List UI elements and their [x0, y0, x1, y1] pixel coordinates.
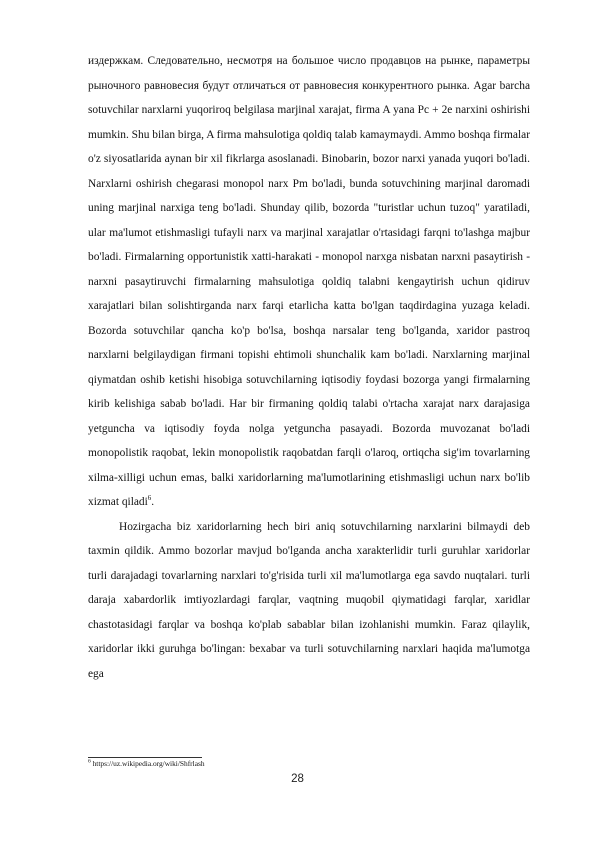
footnote-link[interactable]: https://uz.wikipedia.org/wiki/Shfrlash [90, 759, 205, 768]
page-body [88, 49, 530, 686]
page-number: 28 [291, 773, 304, 785]
paragraph-text: издержкам. Следовательно, несмотря на большое число продавцов на рынке, параметры рыночного равновесия будут отличаться от равновесия конкурентного рынка. Agar barcha sotuvchilar narxlarni yuqoriroq belgilasa marjinal xarajat, firma A yana Pc + 2e narxini oshirishi mumkin. Shu bilan birga, A firma mahsulotiga qoldiq talab kamaymaydi. Ammo boshqa firmalar o'z siyosatlarida aynan bir xil fikrlarga asoslanadi. Binobarin, bozor narxi yanada yuqori bo'ladi. Narxlarni oshirish chegarasi monopol narx Pm bo'ladi, bunda sotuvchining marjinal daromadi uning marjinal narxiga teng bo'ladi. Shunday qilib, bozorda "turistlar uchun tuzoq" yaratiladi, ular ma'lumot etishmasligi tufayli narx va marjinal xarajatlar o'rtasidagi farqni to'lashga majbur bo'ladi. Firmalarning opportunistik xatti-harakati - monopol narxga nisbatan narxni pasaytirish - narxni pasaytiruvchi firmalarning mahsulotiga qoldiq talabni kengaytirish uchun qidiruv xarajatlari bilan solishtirganda narx farqi etarlicha katta bo'lgan taqdirdagina yuzaga keladi. Bozorda sotuvchilar qancha ko'p bo'lsa, boshqa narsalar teng bo'lganda, xaridor pastroq narxlarni belgilaydigan firmani topishi ehtimoli shunchalik kam bo'ladi. Narxlarning marjinal qiymatdan oshib ketishi hisobiga sotuvchilarning iqtisodiy foydasi bozorga yangi firmalarning kirib kelishiga sabab bo'ladi. Har bir firmaning qoldiq talabi o'rtacha xarajat narx darajasiga yetguncha va iqtisodiy foyda nolga yetguncha pasayadi. Bozorda muvozanat bo'ladi monopolistik raqobat, lekin monopolistik raqobatdan farqli o'laroq, ortiqcha sig'im tovarlarning xilma-xilligi uchun emas, balki xaridorlarning ma'lumotlarining etishmasligi uchun narx bo'lib xizmat qiladi [88, 55, 530, 508]
body-paragraph [88, 515, 530, 687]
footnote-marker: 6 [88, 758, 91, 765]
body-paragraph [88, 49, 530, 515]
paragraph-text: Hozirgacha biz xaridorlarning hech biri aniq sotuvchilarning narxlarini bilmaydi deb taxmin qildik. Ammo bozorlar mavjud bo'lganda ancha xarakterlidir turli guruhlar xaridorlar turli darajadagi tovarlarning narxlari to'g'risida turli xil ma'lumotlarga ega savdo nuqtalari. turli daraja xabardorlik imtiyozlardagi farqlar, vaqtning muqobil qiymatidagi farqlar, xaridlar chastotasidagi farqlar va boshqa ko'plab sabablar bilan izohlanishi mumkin. Faraz qilaylik, xaridorlar ikki guruhga bo'lingan: bexabar va turli sotuvchilarning narxlari haqida ma'lumotga ega [88, 520, 530, 680]
footnote-divider [88, 757, 202, 758]
footnote-reference[interactable]: 6 [147, 494, 152, 503]
footnote [88, 759, 205, 769]
paragraph-end-punctuation: . [151, 496, 155, 508]
